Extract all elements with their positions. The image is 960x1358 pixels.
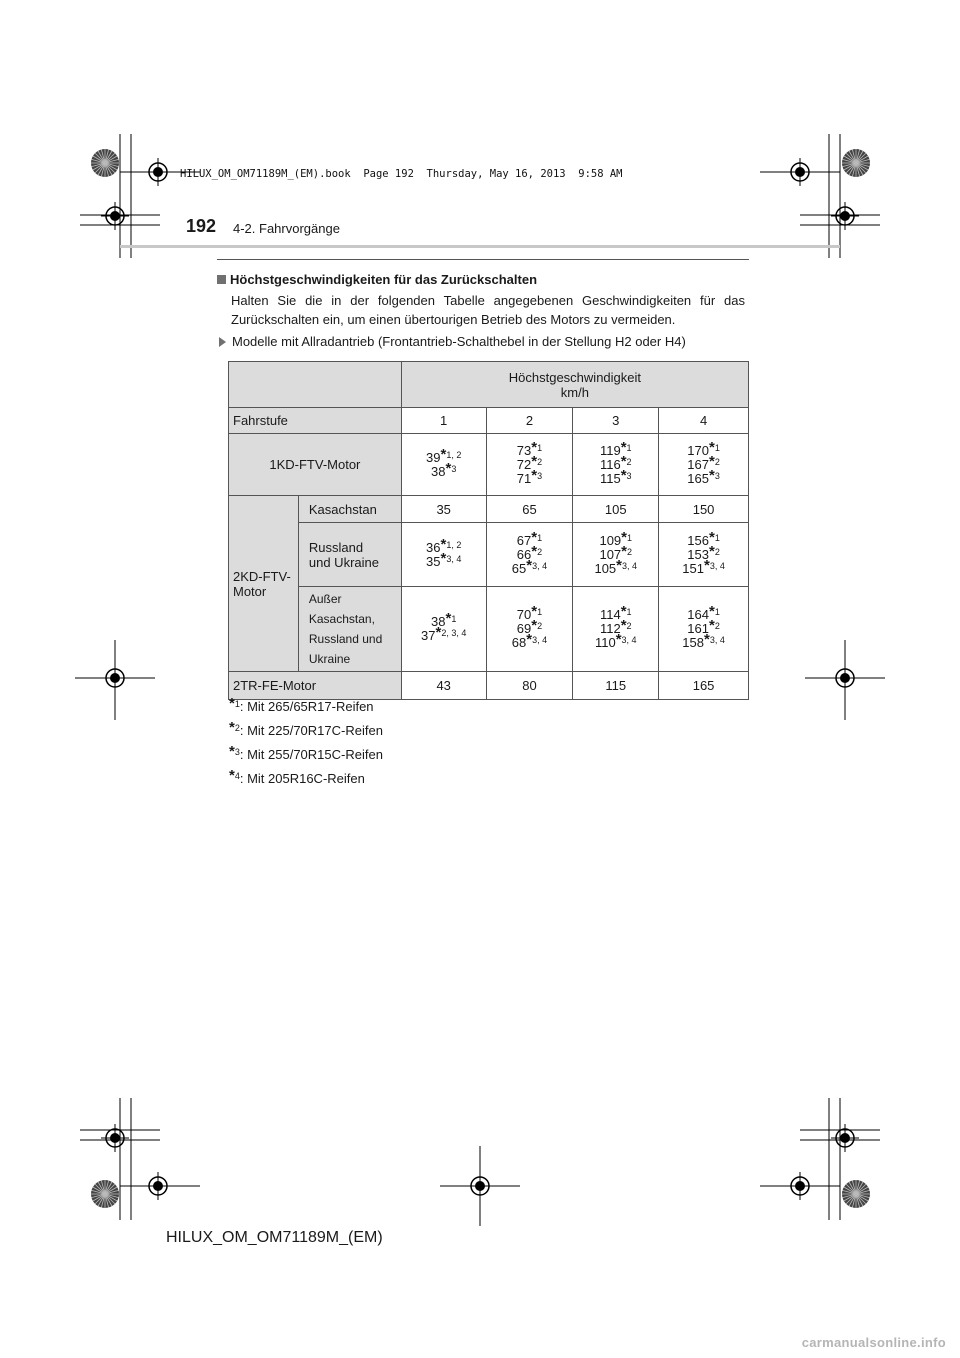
triangle-bullet-icon: [219, 337, 226, 347]
gear-row: [229, 408, 749, 434]
speed-value: 151*$^{3, 4}$: [682, 556, 725, 576]
speed-cell: 35: [401, 496, 486, 523]
row-2tr: [229, 672, 749, 700]
region-line: und Ukraine: [308, 554, 379, 570]
engine-2tr-label: 2TR-FE-Motor: [229, 672, 402, 700]
crosshair-target-icon: [101, 664, 129, 692]
footer-code: HILUX_OM_OM71189M_(EM): [166, 1229, 383, 1246]
speed-value: 107*$^2$: [599, 542, 633, 562]
watermark: carmanualsonline.info: [801, 1335, 946, 1350]
footnote: *$^1$: Mit 265/65R17-Reifen: [229, 695, 374, 714]
heading-text: Höchstgeschwindigkeiten für das Zurückschalten: [230, 272, 538, 287]
speed-cell: [486, 434, 573, 496]
speed-value: 153*$^2$: [687, 542, 720, 562]
speed-value: 70*$^1$: [516, 603, 543, 622]
speed-cell: [486, 523, 573, 587]
speed-value: 67*$^1$: [516, 528, 543, 548]
model-note: [219, 334, 686, 349]
speed-value: 36*$^{1, 2}$: [426, 535, 462, 555]
speed-value: 115*$^3$: [599, 466, 632, 486]
region-kasachstan: Kasachstan: [298, 496, 401, 523]
section-title: 4-2. Fahrvorgänge: [233, 221, 340, 236]
crosshair-target-icon: [466, 1172, 494, 1200]
footnote: *$^2$: Mit 225/70R17C-Reifen: [229, 719, 383, 738]
speed-value: 66*$^2$: [516, 542, 543, 562]
crosshair-target-icon: [144, 158, 172, 186]
region-ausser: [298, 587, 401, 672]
section-heading: [217, 272, 537, 287]
registration-disc-icon: [842, 149, 870, 177]
crosshair-target-icon: [101, 202, 129, 230]
speed-cell: [401, 587, 486, 672]
speed-value: 161*$^2$: [687, 617, 720, 636]
speed-cell: 43: [401, 672, 486, 700]
speed-cell: [573, 587, 659, 672]
speed-value: 110*$^{3, 4}$: [594, 631, 637, 650]
registration-disc-icon: [91, 1180, 119, 1208]
speed-value: 38*$^1$: [431, 610, 457, 629]
gear-cell: 2: [486, 408, 573, 434]
gear-label: Fahrstufe: [229, 408, 402, 434]
speed-cell: [401, 434, 486, 496]
row-kasachstan: [229, 496, 749, 523]
crosshair-target-icon: [831, 1124, 859, 1152]
header-speed-label: Höchstgeschwindigkeit: [508, 369, 641, 385]
speed-value: 39*$^{1, 2}$: [426, 445, 462, 465]
engine-2kd-line: Motor: [233, 583, 267, 599]
region-line: Russland: [308, 539, 364, 555]
speed-cell: [659, 587, 749, 672]
header-speed-unit: km/h: [560, 384, 589, 400]
speed-value: 68*$^{3, 4}$: [511, 631, 548, 650]
registration-disc-icon: [91, 149, 119, 177]
footnote: *$^3$: Mit 255/70R15C-Reifen: [229, 743, 383, 762]
speed-cell: 80: [486, 672, 573, 700]
speed-cell: [573, 434, 659, 496]
engine-2kd-line: 2KD-FTV-: [233, 568, 291, 584]
speed-value: 109*$^1$: [599, 528, 633, 548]
header-speed-cell: [401, 362, 748, 408]
region-line: Russland und: [308, 632, 383, 646]
speed-value: 116*$^2$: [599, 452, 632, 472]
crosshair-target-icon: [831, 202, 859, 230]
speed-cell: [659, 523, 749, 587]
speed-value: 38*$^3$: [431, 459, 457, 479]
row-1kd: [229, 434, 749, 496]
book-info: HILUX_OM_OM71189M_(EM).book Page 192 Thursday, May 16, 2013 9:58 AM: [180, 168, 623, 180]
registration-disc-icon: [842, 1180, 870, 1208]
speed-value: 71*$^3$: [516, 466, 543, 486]
speed-value: 164*$^1$: [687, 603, 720, 622]
square-bullet-icon: [217, 275, 226, 284]
speed-cell: [573, 523, 659, 587]
speed-cell: [659, 434, 749, 496]
crosshair-target-icon: [144, 1172, 172, 1200]
footnote: *$^4$: Mit 205R16C-Reifen: [229, 767, 365, 786]
crosshair-target-icon: [786, 158, 814, 186]
crosshair-target-icon: [101, 1124, 129, 1152]
table-header-row: [229, 362, 749, 408]
gear-cell: 1: [401, 408, 486, 434]
speed-value: 158*$^{3, 4}$: [682, 631, 725, 650]
speed-value: 72*$^2$: [516, 452, 543, 472]
speed-value: 105*$^{3, 4}$: [594, 556, 638, 576]
speed-value: 69*$^2$: [516, 617, 543, 636]
region-russland: [298, 523, 401, 587]
downshift-speed-table: [228, 361, 749, 700]
speed-value: 167*$^2$: [687, 452, 720, 472]
speed-value: 114*$^1$: [599, 603, 632, 622]
speed-value: 73*$^1$: [516, 438, 543, 458]
model-note-text: Modelle mit Allradantrieb (Frontantrieb-Schalthebel in der Stellung H2 oder H4): [232, 334, 686, 349]
speed-value: 35*$^{3, 4}$: [426, 549, 462, 569]
speed-value: 37*$^{2, 3, 4}$: [421, 624, 467, 643]
row-russland: [229, 523, 749, 587]
speed-cell: 115: [573, 672, 659, 700]
speed-cell: [401, 523, 486, 587]
speed-value: 65*$^{3, 4}$: [511, 556, 548, 576]
speed-value: 170*$^1$: [687, 438, 720, 458]
crosshair-target-icon: [786, 1172, 814, 1200]
gear-cell: 3: [573, 408, 659, 434]
speed-value: 119*$^1$: [599, 438, 632, 458]
crosshair-target-icon: [831, 664, 859, 692]
region-line: Kasachstan,: [308, 612, 375, 626]
speed-cell: 105: [573, 496, 659, 523]
header-empty-cell: [229, 362, 402, 408]
row-ausser: [229, 587, 749, 672]
region-line: Außer: [308, 592, 342, 606]
speed-cell: 165: [659, 672, 749, 700]
gear-cell: 4: [659, 408, 749, 434]
content-rule: [217, 259, 749, 260]
speed-value: 112*$^2$: [599, 617, 632, 636]
engine-2kd-label: [229, 496, 299, 672]
engine-1kd-label: 1KD-FTV-Motor: [229, 434, 402, 496]
speed-value: 156*$^1$: [687, 528, 720, 548]
intro-paragraph: Halten Sie die in der folgenden Tabelle angegebenen Geschwindigkeiten für das Zurückschalten ein, um einen übertourigen Betrieb des Motors zu vermeiden.: [231, 293, 745, 327]
region-line: Ukraine: [308, 652, 351, 666]
page-number: 192: [186, 216, 217, 236]
speed-value: 165*$^3$: [687, 466, 720, 486]
speed-cell: 150: [659, 496, 749, 523]
speed-cell: [486, 587, 573, 672]
speed-cell: 65: [486, 496, 573, 523]
header-rule: [120, 245, 840, 248]
